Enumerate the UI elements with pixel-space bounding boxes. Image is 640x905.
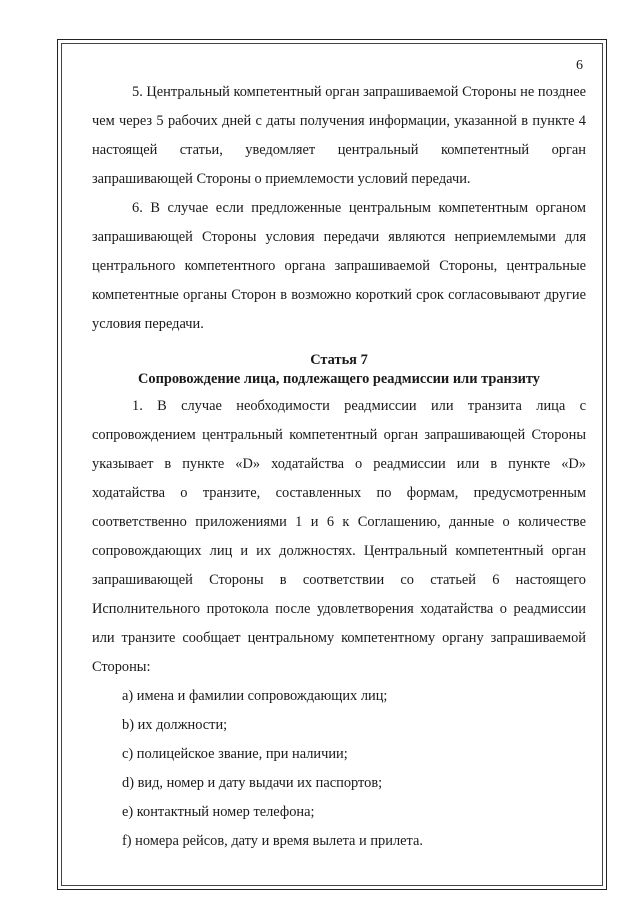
- document-body: [92, 78, 586, 856]
- list: [92, 682, 586, 856]
- paragraph-6: 6. В случае если предложенные центральным компетентным органом запрашивающей Стороны условия передачи являются неприемлемыми для центрального компетентного органа запрашиваемой Стороны, центральные компетентные органы Сторон в возможно короткий срок согласовывают другие условия передачи.: [92, 200, 586, 332]
- page-number: 6: [576, 58, 583, 73]
- list-item: e) контактный номер телефона;: [122, 804, 315, 820]
- paragraph-5: 5. Центральный компетентный орган запрашиваемой Стороны не позднее чем через 5 рабочих дней с даты получения информации, указанной в пункте 4 настоящей статьи, уведомляет центральный компетентный орган запрашивающей Стороны о приемлемости условий передачи.: [92, 84, 586, 187]
- list-item: d) вид, номер и дату выдачи их паспортов;: [122, 775, 383, 791]
- article-number: Статья 7: [310, 352, 368, 368]
- article-title: Сопровождение лица, подлежащего реадмиссии или транзиту: [138, 371, 540, 387]
- list-item: b) их должности;: [122, 717, 228, 733]
- list-item: c) полицейское звание, при наличии;: [122, 746, 348, 762]
- list-item: f) номера рейсов, дату и время вылета и прилета.: [122, 833, 423, 849]
- paragraph-article-7-1: 1. В случае необходимости реадмиссии или транзита лица с сопровождением центральный компетентный орган запрашивающей Стороны указывает в пункте «D» ходатайства о реадмиссии или в пункте «D» ходатайства о транзите, составленных по формам, предусмотренным соответственно приложениями 1 и 6 к Соглашению, данные о количестве сопровождающих лиц и их должностях. Центральный компетентный орган запрашивающей Стороны в соответствии со статьей 6 настоящего Исполнительного протокола после удовлетворения ходатайства о реадмиссии или транзите сообщает центральному компетентному органу запрашиваемой Стороны:: [92, 398, 586, 675]
- list-item: a) имена и фамилии сопровождающих лиц;: [122, 688, 388, 704]
